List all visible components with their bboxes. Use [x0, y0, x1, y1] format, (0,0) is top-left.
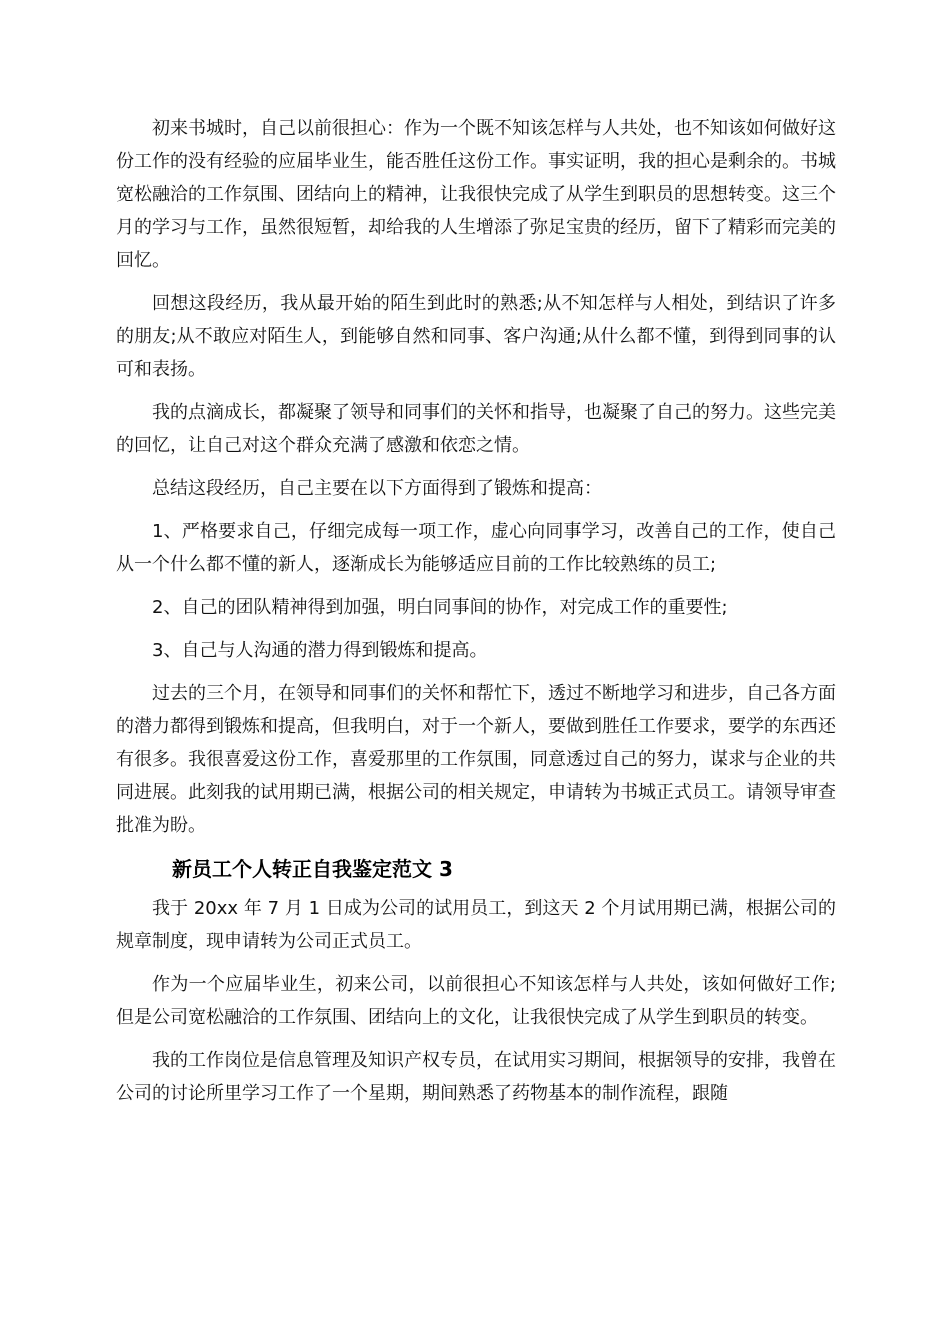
paragraph: 作为一个应届毕业生，初来公司，以前很担心不知该怎样与人共处，该如何做好工作;但是公司宽松融洽的工作氛围、团结向上的文化，让我很快完成了从学生到职员的转变。 — [116, 974, 836, 1028]
section-heading: 新员工个人转正自我鉴定范文 3 — [172, 857, 453, 881]
paragraph: 我的点滴成长，都凝聚了领导和同事们的关怀和指导，也凝聚了自己的努力。这些完美的回忆，让自己对这个群众充满了感激和依恋之情。 — [116, 402, 836, 456]
paragraph: 我于 20xx 年 7 月 1 日成为公司的试用员工，到这天 2 个月试用期已满，根据公司的规章制度，现申请转为公司正式员工。 — [116, 898, 836, 952]
list-item-paragraph: 3、自己与人沟通的潜力得到锻炼和提高。 — [152, 640, 488, 661]
paragraph: 我的工作岗位是信息管理及知识产权专员，在试用实习期间，根据领导的安排，我曾在公司的讨论所里学习工作了一个星期，期间熟悉了药物基本的制作流程，跟随 — [116, 1050, 836, 1104]
paragraph: 过去的三个月，在领导和同事们的关怀和帮忙下，透过不断地学习和进步，自己各方面的潜力都得到锻炼和提高，但我明白，对于一个新人，要做到胜任工作要求，要学的东西还有很多。我很喜爱这份工作，喜爱那里的工作氛围，同意透过自己的努力，谋求与企业的共同进展。此刻我的试用期已满，根据公司的相关规定，申请转为书城正式员工。请领导审查批准为盼。 — [116, 683, 836, 836]
list-item-paragraph: 1、严格要求自己，仔细完成每一项工作，虚心向同事学习，改善自己的工作，使自己从一个什么都不懂的新人，逐渐成长为能够适应目前的工作比较熟练的员工; — [116, 521, 836, 575]
paragraph: 总结这段经历，自己主要在以下方面得到了锻炼和提高： — [152, 478, 602, 499]
paragraph: 回想这段经历，我从最开始的陌生到此时的熟悉;从不知怎样与人相处，到结识了许多的朋友;从不敢应对陌生人，到能够自然和同事、客户沟通;从什么都不懂，到得到同事的认可和表扬。 — [116, 293, 836, 380]
list-item-paragraph: 2、自己的团队精神得到加强，明白同事间的协作，对完成工作的重要性; — [152, 597, 728, 618]
paragraph: 初来书城时，自己以前很担心：作为一个既不知该怎样与人共处，也不知该如何做好这份工作的没有经验的应届毕业生，能否胜任这份工作。事实证明，我的担心是剩余的。书城宽松融洽的工作氛围、团结向上的精神，让我很快完成了从学生到职员的思想转变。这三个月的学习与工作，虽然很短暂，却给我的人生增添了弥足宝贵的经历，留下了精彩而完美的回忆。 — [116, 118, 836, 271]
document-body — [116, 112, 836, 1120]
